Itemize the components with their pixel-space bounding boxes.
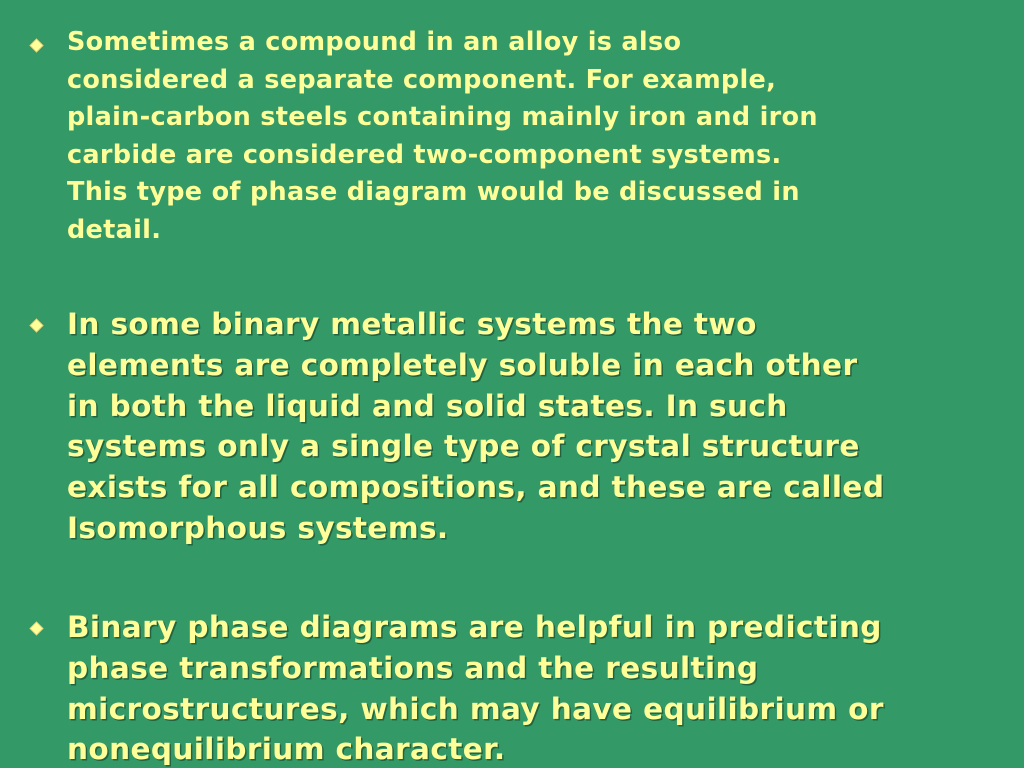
diamond-bullet-icon: [29, 38, 44, 53]
bullet-text: Sometimes a compound in an alloy is also considered a separate component. For example, plain-carbon steels containing mainly iron and iron carbide are considered two-component systems. This type of phase diagram would be discussed in detail.: [67, 27, 818, 245]
bullet-text: In some binary metallic systems the two elements are completely soluble in each other in both the liquid and solid states. In such systems only a single type of crystal structure exists for all compositions, and these are called Isomorphous systems.: [67, 307, 885, 545]
bullet-text: Binary phase diagrams are helpful in predicting phase transformations and the resulting microstructures, which may have equilibrium or nonequilibrium character.: [67, 610, 884, 767]
diamond-bullet-icon: [29, 318, 44, 333]
diamond-bullet-icon: [29, 621, 44, 636]
